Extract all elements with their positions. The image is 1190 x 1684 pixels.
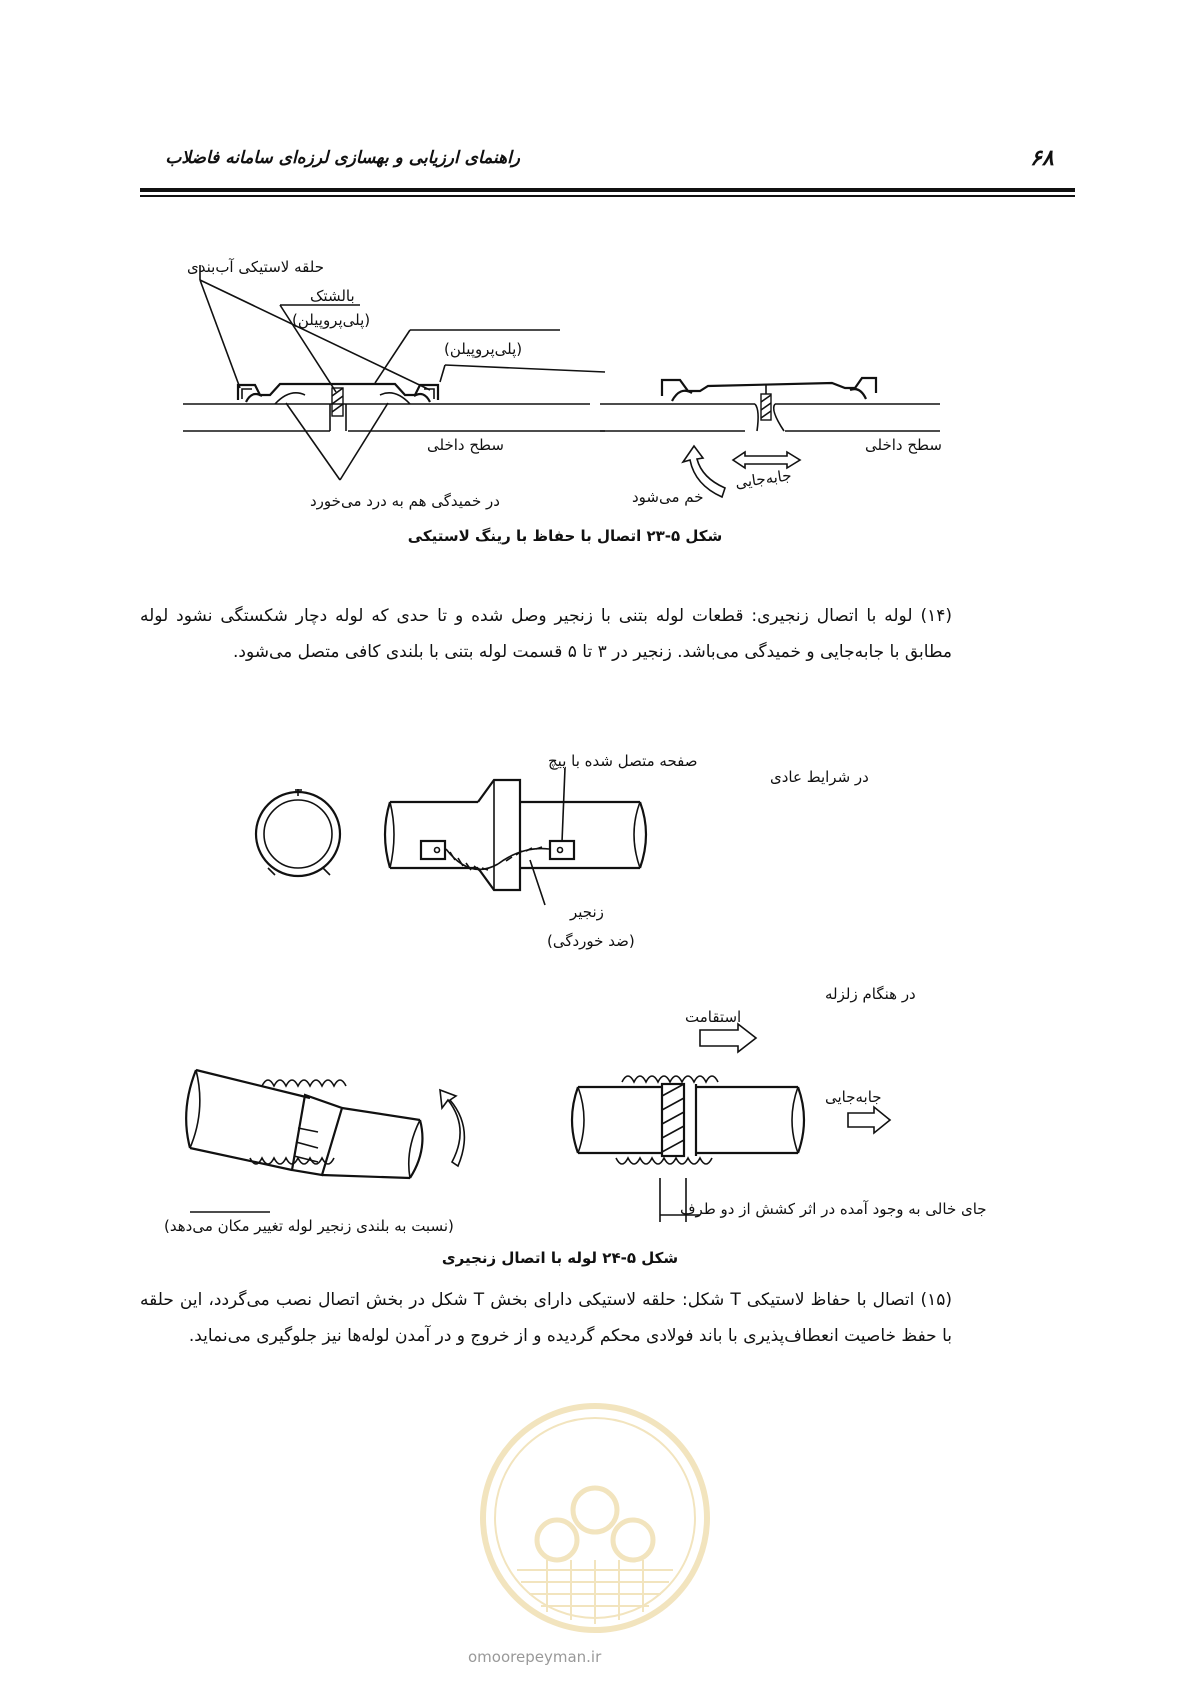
pulled-chain-joint xyxy=(572,1024,890,1222)
label-gap-note: جای خالی به وجود آمده در اثر کشش از دو طرف xyxy=(680,1200,987,1218)
caption-figure-23: شکل ۵-۲۳ اتصال با حفاظ با رینگ لاستیکی xyxy=(407,527,723,545)
label-during-earthquake: در هنگام زلزله xyxy=(825,985,916,1003)
label-plate-bolted: صفحه متصل شده با پیچ xyxy=(548,752,698,770)
running-header-title: راهنمای ارزیابی و بهسازی لرزه‌ای سامانه فاضلاب xyxy=(165,148,520,168)
bent-chain-joint xyxy=(186,1070,464,1212)
label-polypropylene: (پلی‌پروپیلن) xyxy=(444,340,523,358)
label-inner-surface-left: سطح داخلی xyxy=(427,436,504,454)
label-bending-contact: در خمیدگی هم به درد می‌خورد xyxy=(310,492,500,510)
label-chain: زنجیر xyxy=(570,903,604,921)
watermark-site: omoorepeyman.ir xyxy=(468,1648,602,1666)
label-displacement-24: جابه‌جایی xyxy=(825,1088,882,1106)
label-displacement-23: جابه‌جایی xyxy=(734,466,793,492)
label-bends: خم می‌شود xyxy=(632,488,704,506)
paragraph-14: (۱۴) لوله با اتصال زنجیری: قطعات لوله بتنی با زنجیر وصل شده و تا حدی که لوله دچار شکستگی نشود لوله مطابق با جابه‌جایی و خمیدگی می‌باشد. زنجیر در ۳ تا ۵ قسمت لوله بتنی با بلندی کافی متصل می‌شود. xyxy=(140,606,952,662)
label-normal-conditions: در شرایط عادی xyxy=(770,768,869,786)
caption-figure-24: شکل ۵-۲۴ لوله با اتصال زنجیری xyxy=(441,1249,679,1267)
label-rubber-ring: حلقه لاستیکی آب‌بندی xyxy=(187,258,324,276)
paragraph-15: (۱۵) اتصال با حفاظ لاستیکی T شکل: حلقه لاستیکی دارای بخش T شکل در بخش اتصال نصب می‌گردد، این حلقه با حفظ خاصیت انعطاف‌پذیری با باند فولادی محکم گردیده و از خروج و در آمدن لوله‌ها نیز جلوگیری می‌نماید. xyxy=(140,1290,952,1346)
label-straightness: استقامت xyxy=(685,1008,742,1026)
label-cushion: بالشتک xyxy=(310,287,355,305)
label-chain-note: (نسبت به بلندی زنجیر لوله تغییر مکان می‌دهد) xyxy=(164,1217,454,1235)
page-number: ۶۸ xyxy=(1030,146,1054,171)
label-anti-corrosion: (ضد خوردگی) xyxy=(547,932,635,950)
label-inner-surface-right: سطح داخلی xyxy=(865,436,942,454)
watermark-seal xyxy=(477,1400,713,1636)
label-cushion-material: (پلی‌پروپیلن) xyxy=(292,311,371,329)
